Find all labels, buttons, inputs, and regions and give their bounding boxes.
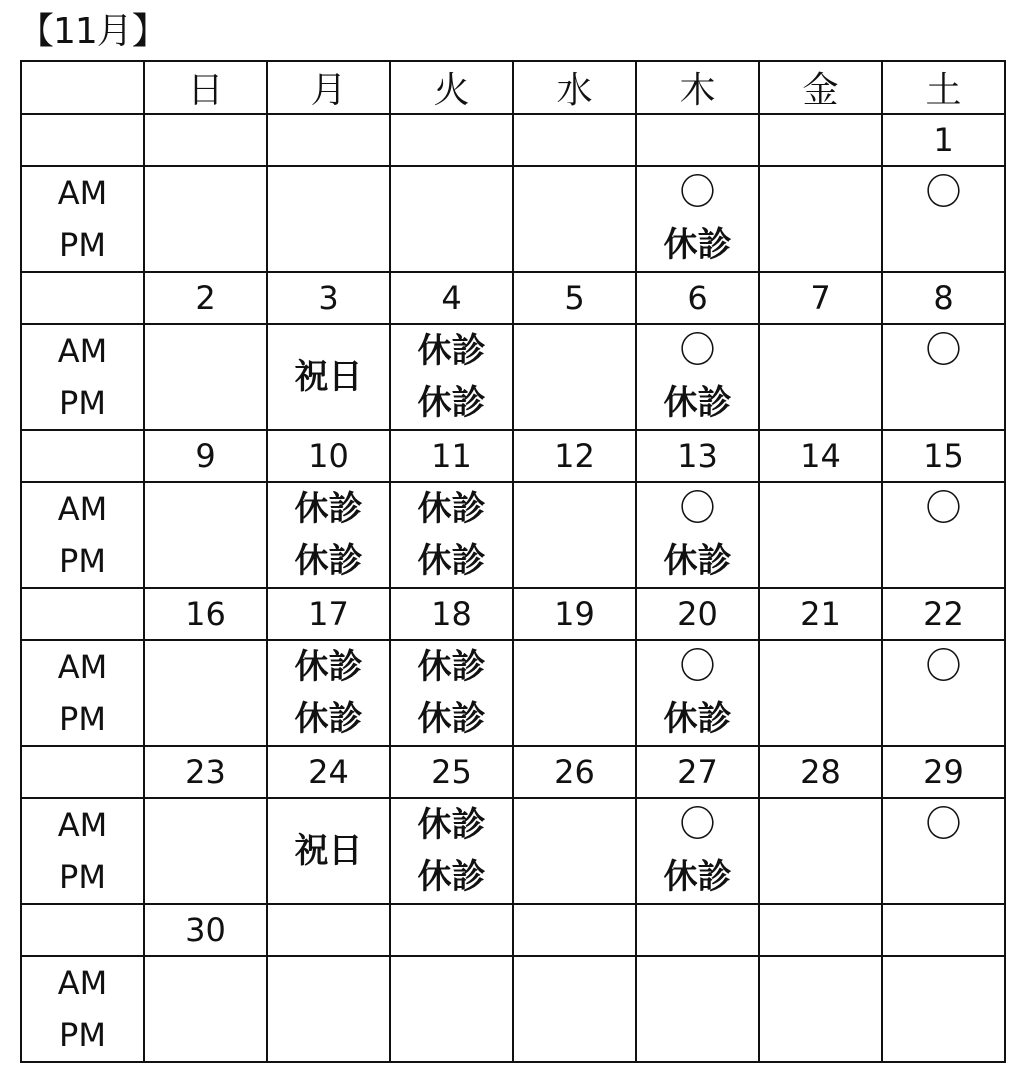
pm-status [883, 219, 1004, 271]
date-cell-sat: 22 [882, 588, 1005, 640]
holiday-label: 祝日 [294, 831, 363, 871]
weekday-mon: 月 [267, 61, 390, 114]
slot-cell-tue [390, 640, 513, 746]
date-cell-mon [267, 904, 390, 956]
slot-cell-mon [267, 956, 390, 1062]
date-cell-sat [882, 904, 1005, 956]
slot-cell-sat [882, 324, 1005, 430]
slot-cell-fri [759, 324, 882, 430]
slot-cell-sun [144, 324, 267, 430]
month-title: 【11月】 [18, 11, 167, 52]
slot-cell-wed [513, 482, 636, 588]
calendar-body [21, 61, 1005, 1062]
date-cell-thu [636, 114, 759, 166]
date-row [21, 114, 1005, 166]
slot-cell-sun [144, 166, 267, 272]
slot-cell-wed [513, 324, 636, 430]
date-cell-wed: 12 [513, 430, 636, 482]
date-cell-thu [636, 904, 759, 956]
date-cell-sat: 8 [882, 272, 1005, 324]
weekday-sun: 日 [144, 61, 267, 114]
am-label: AM [57, 490, 108, 528]
slot-row [21, 956, 1005, 1062]
weekday-thu: 木 [636, 61, 759, 114]
am-status: 休診 [294, 647, 363, 687]
date-row-label [21, 588, 144, 640]
pm-status: 休診 [663, 225, 732, 265]
slot-row [21, 640, 1005, 746]
am-label: AM [57, 332, 108, 370]
date-cell-sun: 30 [144, 904, 267, 956]
slot-cell-tue [390, 798, 513, 904]
date-cell-sun: 9 [144, 430, 267, 482]
slot-cell-tue [390, 956, 513, 1062]
date-row [21, 746, 1005, 798]
date-row-label [21, 114, 144, 166]
am-status: 〇 [679, 488, 716, 529]
slot-cell-thu [636, 640, 759, 746]
date-row [21, 430, 1005, 482]
pm-label: PM [59, 226, 106, 264]
pm-status: 休診 [294, 699, 363, 739]
pm-status [883, 851, 1004, 903]
date-cell-tue: 25 [390, 746, 513, 798]
date-cell-mon: 10 [267, 430, 390, 482]
date-row-label [21, 904, 144, 956]
date-cell-sat: 15 [882, 430, 1005, 482]
pm-status [883, 535, 1004, 587]
slot-cell-sun [144, 640, 267, 746]
am-status: 〇 [679, 330, 716, 371]
weekday-sat: 土 [882, 61, 1005, 114]
slot-cell-sat [882, 798, 1005, 904]
am-status: 〇 [679, 172, 716, 213]
date-cell-wed [513, 114, 636, 166]
slot-cell-wed [513, 956, 636, 1062]
am-status: 〇 [925, 488, 962, 529]
date-cell-thu: 6 [636, 272, 759, 324]
date-cell-thu: 27 [636, 746, 759, 798]
am-status: 休診 [417, 647, 486, 687]
holiday-label: 祝日 [294, 357, 363, 397]
slot-cell-thu [636, 482, 759, 588]
date-cell-sun: 16 [144, 588, 267, 640]
slot-cell-sun [144, 482, 267, 588]
slot-cell-fri [759, 956, 882, 1062]
weekday-wed: 水 [513, 61, 636, 114]
pm-status: 休診 [417, 383, 486, 423]
am-pm-label-cell [21, 166, 144, 272]
date-cell-tue: 11 [390, 430, 513, 482]
am-label: AM [57, 964, 108, 1002]
pm-label: PM [59, 384, 106, 422]
date-cell-wed [513, 904, 636, 956]
slot-cell-wed [513, 798, 636, 904]
date-cell-sun: 2 [144, 272, 267, 324]
am-status: 休診 [417, 331, 486, 371]
calendar-table [20, 60, 1006, 1063]
slot-cell-fri [759, 640, 882, 746]
slot-cell-sat [882, 482, 1005, 588]
slot-cell-thu [636, 798, 759, 904]
pm-status [883, 377, 1004, 429]
date-row-label [21, 746, 144, 798]
am-status: 〇 [925, 172, 962, 213]
slot-cell-wed [513, 166, 636, 272]
date-cell-tue [390, 904, 513, 956]
slot-cell-fri [759, 166, 882, 272]
pm-status [883, 693, 1004, 745]
date-cell-sat: 29 [882, 746, 1005, 798]
date-cell-thu: 20 [636, 588, 759, 640]
date-cell-fri [759, 904, 882, 956]
pm-status: 休診 [663, 383, 732, 423]
am-status: 〇 [925, 330, 962, 371]
am-status: 〇 [679, 804, 716, 845]
slot-cell-mon [267, 798, 390, 904]
date-cell-mon [267, 114, 390, 166]
slot-cell-sun [144, 956, 267, 1062]
pm-label: PM [59, 542, 106, 580]
date-row [21, 272, 1005, 324]
date-cell-wed: 26 [513, 746, 636, 798]
am-status: 〇 [925, 804, 962, 845]
date-cell-fri: 28 [759, 746, 882, 798]
weekday-header-row [21, 61, 1005, 114]
date-cell-mon: 17 [267, 588, 390, 640]
date-cell-fri: 21 [759, 588, 882, 640]
pm-status: 休診 [663, 541, 732, 581]
pm-label: PM [59, 700, 106, 738]
slot-cell-sat [882, 640, 1005, 746]
am-pm-label-cell [21, 956, 144, 1062]
date-cell-sun [144, 114, 267, 166]
pm-status: 休診 [417, 541, 486, 581]
slot-row [21, 798, 1005, 904]
am-pm-label-cell [21, 640, 144, 746]
am-pm-label-cell [21, 482, 144, 588]
slot-cell-tue [390, 482, 513, 588]
slot-cell-mon [267, 324, 390, 430]
am-label: AM [57, 806, 108, 844]
slot-cell-wed [513, 640, 636, 746]
date-cell-tue [390, 114, 513, 166]
date-cell-tue: 4 [390, 272, 513, 324]
am-status: 休診 [417, 489, 486, 529]
slot-cell-thu [636, 166, 759, 272]
date-cell-fri: 7 [759, 272, 882, 324]
pm-status: 休診 [663, 857, 732, 897]
date-cell-wed: 19 [513, 588, 636, 640]
date-row-label [21, 430, 144, 482]
pm-label: PM [59, 1016, 106, 1054]
slot-row [21, 166, 1005, 272]
slot-cell-thu [636, 956, 759, 1062]
date-row [21, 904, 1005, 956]
pm-label: PM [59, 858, 106, 896]
date-cell-sat: 1 [882, 114, 1005, 166]
corner-cell [21, 61, 144, 114]
am-status: 〇 [925, 646, 962, 687]
slot-row [21, 482, 1005, 588]
slot-cell-sun [144, 798, 267, 904]
am-status: 休診 [417, 805, 486, 845]
pm-status: 休診 [663, 699, 732, 739]
date-cell-thu: 13 [636, 430, 759, 482]
pm-status: 休診 [294, 541, 363, 581]
date-row [21, 588, 1005, 640]
am-status: 〇 [679, 646, 716, 687]
slot-cell-fri [759, 482, 882, 588]
pm-status: 休診 [417, 699, 486, 739]
am-pm-label-cell [21, 324, 144, 430]
date-cell-mon: 24 [267, 746, 390, 798]
slot-cell-fri [759, 798, 882, 904]
slot-cell-mon [267, 640, 390, 746]
weekday-fri: 金 [759, 61, 882, 114]
date-row-label [21, 272, 144, 324]
slot-cell-tue [390, 324, 513, 430]
slot-row [21, 324, 1005, 430]
weekday-tue: 火 [390, 61, 513, 114]
date-cell-fri: 14 [759, 430, 882, 482]
slot-cell-sat [882, 956, 1005, 1062]
date-cell-wed: 5 [513, 272, 636, 324]
slot-cell-sat [882, 166, 1005, 272]
am-pm-label-cell [21, 798, 144, 904]
slot-cell-mon [267, 482, 390, 588]
am-status: 休診 [294, 489, 363, 529]
am-label: AM [57, 648, 108, 686]
am-label: AM [57, 174, 108, 212]
slot-cell-tue [390, 166, 513, 272]
date-cell-mon: 3 [267, 272, 390, 324]
date-cell-fri [759, 114, 882, 166]
pm-status: 休診 [417, 857, 486, 897]
slot-cell-mon [267, 166, 390, 272]
date-cell-tue: 18 [390, 588, 513, 640]
slot-cell-thu [636, 324, 759, 430]
date-cell-sun: 23 [144, 746, 267, 798]
